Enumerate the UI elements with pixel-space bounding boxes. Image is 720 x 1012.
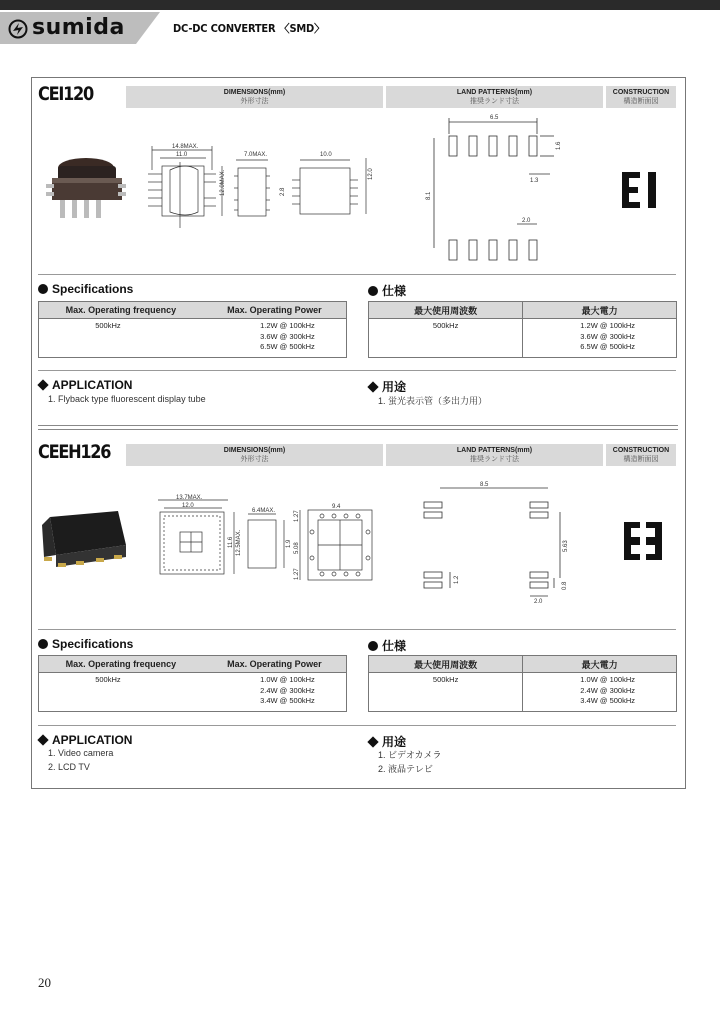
svg-text:1.3: 1.3 — [530, 178, 539, 184]
svg-text:10.0: 10.0 — [320, 152, 332, 158]
sumida-logo-icon — [8, 19, 28, 39]
brand-name: sumida — [32, 15, 125, 40]
page-header-title: DC-DC CONVERTER 〈SMD〉 — [173, 22, 325, 35]
svg-text:12.5MAX.: 12.5MAX. — [236, 529, 242, 556]
construction-header: CONSTRUCTION 構造断面図 — [606, 86, 676, 108]
svg-text:12.0MAX.: 12.0MAX. — [220, 169, 226, 196]
svg-text:1.27: 1.27 — [294, 568, 300, 580]
product-divider — [38, 425, 678, 430]
application-title-jp: 用途 — [368, 733, 406, 750]
dimensions-drawing-cei120 — [140, 140, 380, 240]
svg-text:8.1: 8.1 — [426, 191, 432, 200]
svg-text:0.8: 0.8 — [562, 581, 568, 590]
bullet-icon — [38, 639, 48, 649]
product-model-ceeh126: CEEH126 — [38, 441, 111, 463]
svg-text:12.0: 12.0 — [368, 168, 374, 180]
land-patterns-drawing-cei120 — [420, 108, 580, 264]
svg-text:1.27: 1.27 — [294, 510, 300, 522]
section-rule — [38, 274, 676, 275]
svg-text:11.6: 11.6 — [228, 536, 234, 548]
application-item: 2. LCD TV — [48, 762, 90, 772]
diamond-bullet-icon — [37, 734, 48, 745]
svg-text:2.8: 2.8 — [280, 187, 286, 196]
svg-text:1.2: 1.2 — [454, 575, 460, 584]
application-item: 1. Video camera — [48, 748, 114, 758]
page-number: 20 — [38, 975, 51, 990]
application-item-jp: 2. 液晶テレビ — [378, 764, 433, 774]
svg-text:2.0: 2.0 — [534, 599, 543, 605]
bullet-icon — [38, 284, 48, 294]
application-item: 1. Flyback type fluorescent display tube — [48, 394, 206, 404]
specifications-title: Specifications — [38, 282, 133, 296]
svg-text:6.4MAX.: 6.4MAX. — [252, 508, 276, 514]
svg-text:6.5: 6.5 — [490, 115, 499, 121]
spec-table-jp-ceeh126: 最大使用周波数 最大電力 500kHz 1.0W @ 100kHz 2.4W @ 300kHz 3.4W @ 500kHz — [368, 655, 677, 712]
svg-text:8.5: 8.5 — [480, 482, 489, 488]
diamond-bullet-icon — [37, 379, 48, 390]
diamond-bullet-icon — [367, 381, 378, 392]
svg-text:12.0: 12.0 — [182, 503, 194, 509]
application-item-jp: 1. 蛍光表示管（多出力用） — [378, 396, 488, 406]
dimensions-header: DIMENSIONS(mm) 外形寸法 — [126, 86, 383, 108]
svg-text:13.7MAX.: 13.7MAX. — [176, 495, 203, 501]
bullet-icon — [368, 641, 378, 651]
construction-ee-icon — [622, 520, 664, 562]
spec-table-en-cei120: Max. Operating frequency Max. Operating Power 500kHz 1.2W @ 100kHz 3.6W @ 300kHz 6.5W @ 500kHz — [38, 301, 347, 358]
application-title: APPLICATION — [38, 733, 132, 747]
application-title-jp: 用途 — [368, 378, 406, 395]
spec-table-jp-cei120: 最大使用周波数 最大電力 500kHz 1.2W @ 100kHz 3.6W @ 300kHz 6.5W @ 500kHz — [368, 301, 677, 358]
land-patterns-drawing-ceeh126 — [420, 476, 580, 606]
svg-text:11.0: 11.0 — [176, 152, 188, 158]
construction-ei-icon — [620, 170, 666, 210]
svg-text:7.0MAX.: 7.0MAX. — [244, 152, 268, 158]
land-patterns-header: LAND PATTERNS(mm) 推奨ランド寸法 — [386, 86, 603, 108]
specifications-title-jp: 仕様 — [368, 282, 406, 299]
specifications-title: Specifications — [38, 637, 133, 651]
diamond-bullet-icon — [367, 736, 378, 747]
construction-header: CONSTRUCTION 構造断面図 — [606, 444, 676, 466]
application-item-jp: 1. ビデオカメラ — [378, 750, 442, 760]
svg-text:14.8MAX.: 14.8MAX. — [172, 144, 199, 150]
spec-table-en-ceeh126: Max. Operating frequency Max. Operating Power 500kHz 1.0W @ 100kHz 2.4W @ 300kHz 3.4W @ 500kHz — [38, 655, 347, 712]
product-photo-cei120 — [40, 148, 132, 228]
svg-text:5.63: 5.63 — [563, 540, 569, 552]
section-rule — [38, 370, 676, 371]
svg-text:1.9: 1.9 — [286, 539, 292, 548]
product-photo-ceeh126 — [36, 505, 132, 575]
product-model-cei120: CEI120 — [38, 83, 93, 105]
section-rule — [38, 629, 676, 630]
bullet-icon — [368, 286, 378, 296]
application-title: APPLICATION — [38, 378, 132, 392]
svg-text:9.4: 9.4 — [332, 504, 341, 510]
dimensions-drawing-ceeh126 — [150, 494, 380, 594]
svg-text:1.6: 1.6 — [556, 141, 562, 150]
specifications-title-jp: 仕様 — [368, 637, 406, 654]
dimensions-header: DIMENSIONS(mm) 外形寸法 — [126, 444, 383, 466]
section-rule — [38, 725, 676, 726]
header-top-bar — [0, 0, 720, 10]
land-patterns-header: LAND PATTERNS(mm) 推奨ランド寸法 — [386, 444, 603, 466]
svg-text:2.0: 2.0 — [522, 218, 531, 224]
svg-text:5.08: 5.08 — [294, 542, 300, 554]
